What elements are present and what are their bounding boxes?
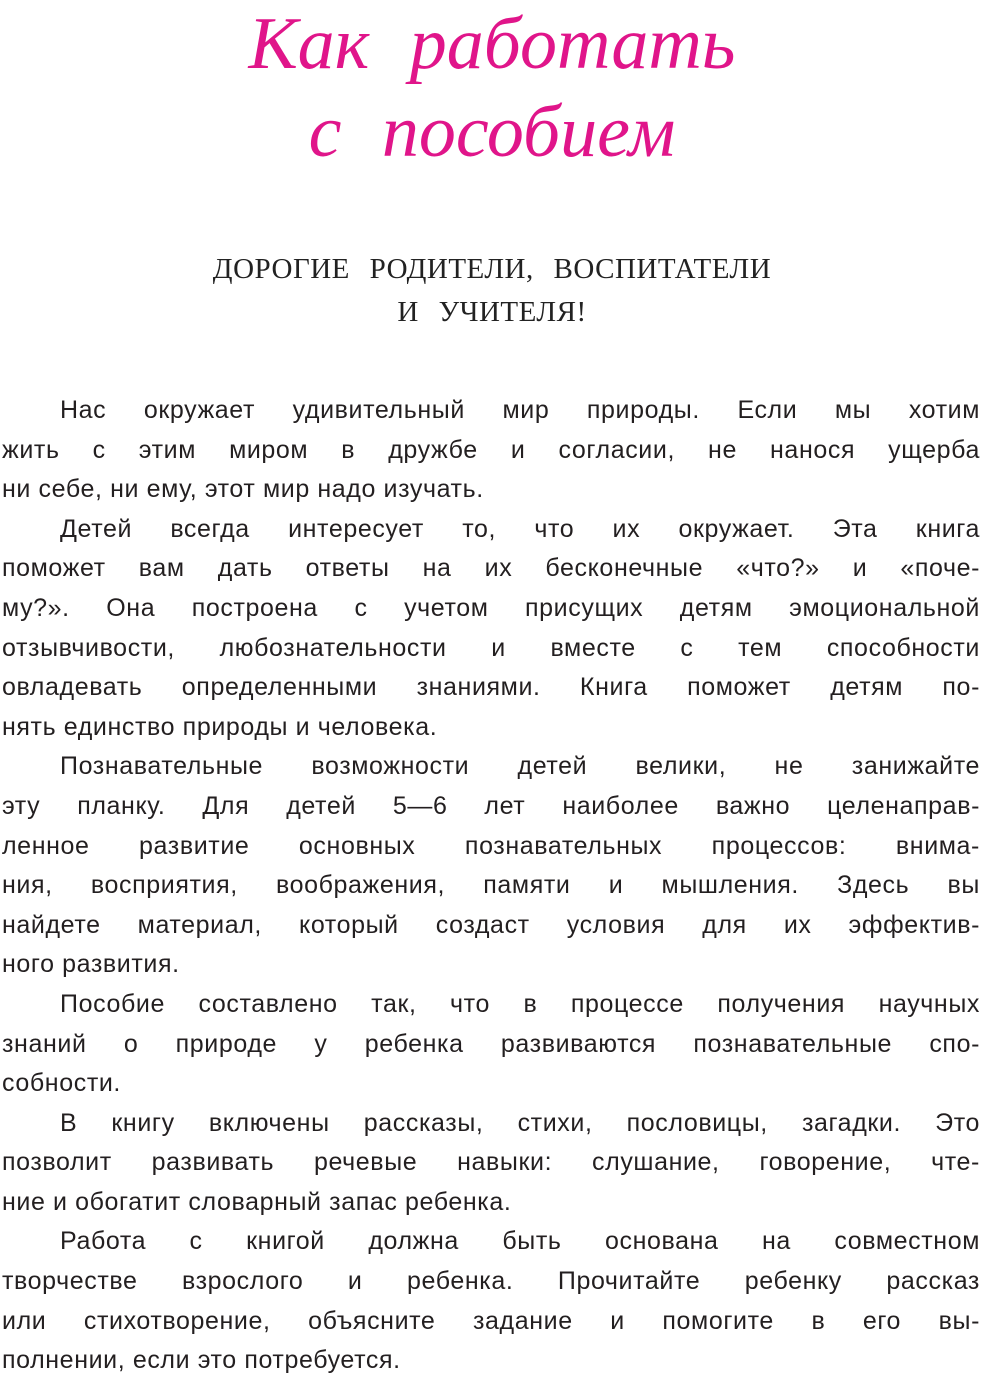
text-line: полнении, если это потребуется. bbox=[2, 1346, 401, 1375]
text-line: знаний о природе у ребенка развиваются познавательные спо- bbox=[2, 1029, 980, 1058]
text-line: Детей всегда интересует то, что их окружает. Эта книга bbox=[60, 514, 980, 543]
paragraph bbox=[2, 985, 980, 1104]
section-heading-line: ДОРОГИЕ РОДИТЕЛИ, ВОСПИТАТЕЛИ bbox=[212, 253, 772, 285]
paragraph bbox=[2, 747, 980, 985]
page-title-line: Как работать bbox=[248, 3, 736, 85]
text-line: найдете материал, который создаст условия для их эффектив- bbox=[2, 910, 980, 939]
paragraph bbox=[2, 510, 980, 748]
text-line: поможет вам дать ответы на их бесконечные «что?» и «поче- bbox=[2, 554, 980, 583]
text-line: ного развития. bbox=[2, 950, 180, 979]
body-text bbox=[2, 391, 980, 1381]
text-line: овладевать определенными знаниями. Книга поможет детям по- bbox=[2, 673, 980, 702]
text-line: нять единство природы и человека. bbox=[2, 712, 438, 741]
page-title bbox=[0, 0, 984, 176]
text-line: Пособие составлено так, что в процессе получения научных bbox=[60, 989, 980, 1018]
text-line: Работа с книгой должна быть основана на совместном bbox=[60, 1227, 980, 1256]
text-line: Познавательные возможности детей велики, не занижайте bbox=[60, 752, 980, 781]
paragraph bbox=[2, 1222, 980, 1380]
page-title-line: с пособием bbox=[308, 91, 676, 173]
text-line: му?». Она построена с учетом присущих детям эмоциональной bbox=[2, 593, 980, 622]
text-line: позволит развивать речевые навыки: слушание, говорение, чте- bbox=[2, 1148, 980, 1177]
text-line: ния, восприятия, воображения, памяти и мышления. Здесь вы bbox=[2, 871, 980, 900]
section-heading-line: И УЧИТЕЛЯ! bbox=[397, 296, 587, 328]
text-line: собности. bbox=[2, 1069, 121, 1098]
paragraph bbox=[2, 391, 980, 510]
text-line: ние и обогатит словарный запас ребенка. bbox=[2, 1187, 512, 1216]
section-heading bbox=[0, 248, 984, 334]
text-line: жить с этим миром в дружбе и согласии, не нанося ущерба bbox=[2, 435, 980, 464]
text-line: эту планку. Для детей 5—6 лет наиболее важно целенаправ- bbox=[2, 791, 980, 820]
text-line: отзывчивости, любознательности и вместе с тем способности bbox=[2, 633, 980, 662]
text-line: или стихотворение, объясните задание и помогите в его вы- bbox=[2, 1306, 980, 1335]
text-line: творчестве взрослого и ребенка. Прочитайте ребенку рассказ bbox=[2, 1267, 980, 1296]
text-line: ни себе, ни ему, этот мир надо изучать. bbox=[2, 475, 484, 504]
text-line: Нас окружает удивительный мир природы. Если мы хотим bbox=[60, 396, 980, 424]
text-line: ленное развитие основных познавательных процессов: внима- bbox=[2, 831, 980, 860]
paragraph bbox=[2, 1104, 980, 1223]
text-line: В книгу включены рассказы, стихи, пословицы, загадки. Это bbox=[60, 1108, 980, 1137]
